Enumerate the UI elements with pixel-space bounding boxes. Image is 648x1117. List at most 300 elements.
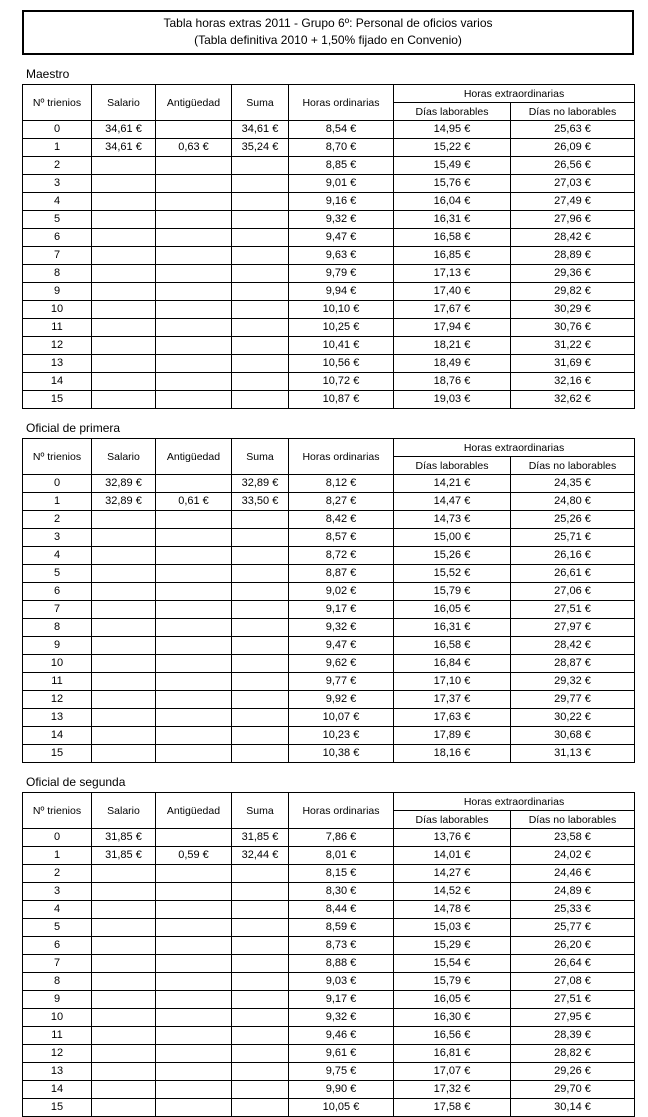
table-row xyxy=(23,937,635,955)
table-cell: 2 xyxy=(23,511,92,529)
table-cell: 9,47 € xyxy=(289,637,394,655)
table-cell xyxy=(156,655,232,673)
table-cell xyxy=(156,193,232,211)
table-cell: 17,10 € xyxy=(394,673,511,691)
table-cell xyxy=(92,265,156,283)
table-cell: 6 xyxy=(23,937,92,955)
table-cell: 27,08 € xyxy=(511,973,635,991)
table-cell xyxy=(232,709,289,727)
table-cell: 29,36 € xyxy=(511,265,635,283)
table-cell xyxy=(92,175,156,193)
table-cell: 10,56 € xyxy=(289,355,394,373)
table-cell: 13 xyxy=(23,1063,92,1081)
table-cell: 0 xyxy=(23,475,92,493)
table-row xyxy=(23,139,635,157)
table-cell: 9,90 € xyxy=(289,1081,394,1099)
table-row xyxy=(23,829,635,847)
table-cell: 0,59 € xyxy=(156,847,232,865)
table-row xyxy=(23,883,635,901)
col-header-dias-laborables: Días laborables xyxy=(394,103,511,121)
table-cell xyxy=(156,829,232,847)
table-cell: 13,76 € xyxy=(394,829,511,847)
col-header-horas-ordinarias: Horas ordinarias xyxy=(289,439,394,475)
table-cell xyxy=(232,619,289,637)
table-cell xyxy=(232,1063,289,1081)
table-row xyxy=(23,211,635,229)
document-title-box xyxy=(22,10,634,55)
table-cell: 27,95 € xyxy=(511,1009,635,1027)
table-cell: 10 xyxy=(23,655,92,673)
table-cell: 7 xyxy=(23,601,92,619)
table-cell xyxy=(232,265,289,283)
table-cell xyxy=(156,547,232,565)
table-cell: 10,38 € xyxy=(289,745,394,763)
table-cell xyxy=(92,211,156,229)
table-cell: 26,20 € xyxy=(511,937,635,955)
table-cell: 1 xyxy=(23,493,92,511)
table-cell: 14,78 € xyxy=(394,901,511,919)
section-title: Oficial de primera xyxy=(26,421,121,435)
table-cell: 26,64 € xyxy=(511,955,635,973)
table-row xyxy=(23,373,635,391)
table-cell: 8,88 € xyxy=(289,955,394,973)
table-cell: 17,07 € xyxy=(394,1063,511,1081)
table-row xyxy=(23,1063,635,1081)
table-row xyxy=(23,691,635,709)
table-cell xyxy=(232,355,289,373)
table-row xyxy=(23,337,635,355)
table-cell: 9,61 € xyxy=(289,1045,394,1063)
table-cell xyxy=(232,919,289,937)
table-row xyxy=(23,355,635,373)
table-cell: 9,17 € xyxy=(289,991,394,1009)
table-cell: 15,29 € xyxy=(394,937,511,955)
table-cell xyxy=(232,601,289,619)
table-cell: 10,41 € xyxy=(289,337,394,355)
table-cell: 15,22 € xyxy=(394,139,511,157)
section-oficial-segunda xyxy=(0,775,648,1117)
table-cell: 8,57 € xyxy=(289,529,394,547)
table-cell: 9 xyxy=(23,637,92,655)
table-row xyxy=(23,565,635,583)
table-cell xyxy=(156,883,232,901)
col-header-horas-extraordinarias: Horas extraordinarias xyxy=(394,439,635,457)
table-cell xyxy=(156,229,232,247)
table-cell: 9,02 € xyxy=(289,583,394,601)
table-cell: 29,32 € xyxy=(511,673,635,691)
table-cell xyxy=(232,229,289,247)
table-cell xyxy=(232,973,289,991)
table-cell xyxy=(232,1045,289,1063)
table-cell xyxy=(92,583,156,601)
table-cell: 27,51 € xyxy=(511,601,635,619)
table-cell: 16,58 € xyxy=(394,229,511,247)
table-cell: 24,46 € xyxy=(511,865,635,883)
table-cell: 0 xyxy=(23,121,92,139)
table-cell: 5 xyxy=(23,565,92,583)
table-cell: 2 xyxy=(23,865,92,883)
table-cell: 18,49 € xyxy=(394,355,511,373)
table-row xyxy=(23,637,635,655)
table-cell: 32,16 € xyxy=(511,373,635,391)
table-cell: 29,82 € xyxy=(511,283,635,301)
table-cell: 27,97 € xyxy=(511,619,635,637)
table-cell: 33,50 € xyxy=(232,493,289,511)
table-cell xyxy=(92,1081,156,1099)
table-cell xyxy=(92,229,156,247)
table-cell: 9,16 € xyxy=(289,193,394,211)
table-cell xyxy=(232,1027,289,1045)
table-cell: 10,07 € xyxy=(289,709,394,727)
table-cell xyxy=(156,1009,232,1027)
table-cell xyxy=(92,301,156,319)
header-row xyxy=(23,85,635,103)
col-header-salario: Salario xyxy=(92,793,156,829)
table-row xyxy=(23,493,635,511)
table-cell: 18,76 € xyxy=(394,373,511,391)
table-cell: 10 xyxy=(23,1009,92,1027)
table-cell xyxy=(232,637,289,655)
table-cell: 32,89 € xyxy=(92,493,156,511)
table-row xyxy=(23,583,635,601)
table-cell: 9,63 € xyxy=(289,247,394,265)
table-cell: 26,56 € xyxy=(511,157,635,175)
salary-table-maestro xyxy=(22,84,635,409)
col-header-suma: Suma xyxy=(232,85,289,121)
table-cell: 15,79 € xyxy=(394,973,511,991)
table-cell xyxy=(156,391,232,409)
table-cell: 17,89 € xyxy=(394,727,511,745)
table-row xyxy=(23,265,635,283)
table-cell: 8 xyxy=(23,973,92,991)
table-cell xyxy=(156,157,232,175)
table-cell: 10 xyxy=(23,301,92,319)
table-cell xyxy=(232,673,289,691)
table-cell: 14,27 € xyxy=(394,865,511,883)
table-cell: 34,61 € xyxy=(92,139,156,157)
table-row xyxy=(23,1045,635,1063)
table-cell: 27,51 € xyxy=(511,991,635,1009)
table-cell xyxy=(92,637,156,655)
table-cell xyxy=(232,211,289,229)
table-cell: 28,82 € xyxy=(511,1045,635,1063)
table-cell xyxy=(156,937,232,955)
table-cell: 14,95 € xyxy=(394,121,511,139)
table-cell: 14 xyxy=(23,1081,92,1099)
table-cell: 29,70 € xyxy=(511,1081,635,1099)
table-cell: 9,32 € xyxy=(289,619,394,637)
table-cell xyxy=(92,745,156,763)
document-title-line1: Tabla horas extras 2011 - Grupo 6º: Personal de oficios varios xyxy=(163,16,493,30)
col-header-horas-ordinarias: Horas ordinarias xyxy=(289,85,394,121)
table-cell: 1 xyxy=(23,139,92,157)
table-cell: 17,32 € xyxy=(394,1081,511,1099)
table-cell: 8,30 € xyxy=(289,883,394,901)
table-cell xyxy=(92,193,156,211)
table-cell: 9,77 € xyxy=(289,673,394,691)
table-cell xyxy=(92,529,156,547)
col-header-trienios: Nº trienios xyxy=(23,793,92,829)
table-cell: 14,47 € xyxy=(394,493,511,511)
col-header-dias-no-laborables: Días no laborables xyxy=(511,103,635,121)
table-cell xyxy=(156,973,232,991)
table-cell xyxy=(232,157,289,175)
table-row xyxy=(23,1027,635,1045)
table-cell xyxy=(156,583,232,601)
col-header-antiguedad: Antigüedad xyxy=(156,793,232,829)
table-cell xyxy=(156,301,232,319)
table-cell: 5 xyxy=(23,211,92,229)
table-row xyxy=(23,1009,635,1027)
table-cell: 14,01 € xyxy=(394,847,511,865)
col-header-suma: Suma xyxy=(232,439,289,475)
table-cell xyxy=(156,265,232,283)
table-cell: 31,22 € xyxy=(511,337,635,355)
table-cell: 27,96 € xyxy=(511,211,635,229)
table-cell: 16,31 € xyxy=(394,211,511,229)
table-cell: 14 xyxy=(23,727,92,745)
table-cell: 15 xyxy=(23,745,92,763)
table-row xyxy=(23,511,635,529)
table-cell: 17,13 € xyxy=(394,265,511,283)
table-cell: 15,26 € xyxy=(394,547,511,565)
table-cell: 34,61 € xyxy=(232,121,289,139)
table-cell xyxy=(92,565,156,583)
table-cell xyxy=(232,1081,289,1099)
table-cell: 30,22 € xyxy=(511,709,635,727)
table-cell xyxy=(156,475,232,493)
table-cell: 28,39 € xyxy=(511,1027,635,1045)
table-cell xyxy=(92,937,156,955)
table-cell: 14,21 € xyxy=(394,475,511,493)
table-cell xyxy=(232,193,289,211)
table-cell xyxy=(156,865,232,883)
table-row xyxy=(23,229,635,247)
table-cell: 16,81 € xyxy=(394,1045,511,1063)
table-cell xyxy=(92,883,156,901)
col-header-salario: Salario xyxy=(92,439,156,475)
table-cell: 0,63 € xyxy=(156,139,232,157)
table-cell xyxy=(156,373,232,391)
table-cell: 30,14 € xyxy=(511,1099,635,1117)
table-cell xyxy=(92,673,156,691)
table-cell xyxy=(92,1099,156,1117)
table-cell: 0,61 € xyxy=(156,493,232,511)
table-cell: 9,03 € xyxy=(289,973,394,991)
table-cell: 30,29 € xyxy=(511,301,635,319)
table-cell: 17,58 € xyxy=(394,1099,511,1117)
table-cell xyxy=(92,601,156,619)
table-cell: 8,70 € xyxy=(289,139,394,157)
table-cell xyxy=(232,511,289,529)
table-cell: 13 xyxy=(23,355,92,373)
table-cell: 26,09 € xyxy=(511,139,635,157)
table-cell xyxy=(156,319,232,337)
col-header-dias-laborables: Días laborables xyxy=(394,457,511,475)
table-cell: 13 xyxy=(23,709,92,727)
table-cell xyxy=(232,283,289,301)
table-cell: 9,01 € xyxy=(289,175,394,193)
table-cell: 26,61 € xyxy=(511,565,635,583)
table-cell: 12 xyxy=(23,691,92,709)
table-cell xyxy=(156,1063,232,1081)
table-row xyxy=(23,1099,635,1117)
table-cell: 14 xyxy=(23,373,92,391)
table-cell: 15,52 € xyxy=(394,565,511,583)
table-cell xyxy=(92,355,156,373)
table-cell: 10,87 € xyxy=(289,391,394,409)
table-cell: 7 xyxy=(23,955,92,973)
table-cell xyxy=(92,901,156,919)
table-row xyxy=(23,175,635,193)
table-cell xyxy=(92,727,156,745)
table-cell xyxy=(232,955,289,973)
table-cell xyxy=(92,655,156,673)
table-cell: 32,89 € xyxy=(232,475,289,493)
col-header-horas-extraordinarias: Horas extraordinarias xyxy=(394,85,635,103)
table-cell: 15,49 € xyxy=(394,157,511,175)
table-cell xyxy=(92,391,156,409)
table-cell: 10,05 € xyxy=(289,1099,394,1117)
table-cell xyxy=(156,211,232,229)
table-cell xyxy=(232,727,289,745)
table-cell xyxy=(92,991,156,1009)
col-header-trienios: Nº trienios xyxy=(23,85,92,121)
table-cell xyxy=(156,601,232,619)
table-cell xyxy=(92,283,156,301)
table-cell: 28,89 € xyxy=(511,247,635,265)
table-cell xyxy=(92,919,156,937)
col-header-dias-no-laborables: Días no laborables xyxy=(511,457,635,475)
col-header-dias-laborables: Días laborables xyxy=(394,811,511,829)
document-page xyxy=(0,10,648,1113)
table-cell: 12 xyxy=(23,1045,92,1063)
table-cell xyxy=(232,301,289,319)
table-cell: 9,32 € xyxy=(289,211,394,229)
table-cell: 16,05 € xyxy=(394,601,511,619)
table-cell: 16,30 € xyxy=(394,1009,511,1027)
table-row xyxy=(23,727,635,745)
table-cell: 29,26 € xyxy=(511,1063,635,1081)
table-cell: 8,12 € xyxy=(289,475,394,493)
table-cell xyxy=(156,337,232,355)
table-cell: 31,85 € xyxy=(92,847,156,865)
table-cell: 31,69 € xyxy=(511,355,635,373)
table-cell xyxy=(232,373,289,391)
table-cell xyxy=(92,619,156,637)
table-cell: 16,84 € xyxy=(394,655,511,673)
table-cell xyxy=(232,529,289,547)
table-cell: 32,89 € xyxy=(92,475,156,493)
table-cell: 28,87 € xyxy=(511,655,635,673)
table-cell xyxy=(92,511,156,529)
table-cell xyxy=(156,283,232,301)
document-title-line2: (Tabla definitiva 2010 + 1,50% fijado en Convenio) xyxy=(194,33,462,47)
table-cell xyxy=(232,247,289,265)
table-cell xyxy=(232,337,289,355)
table-cell: 15 xyxy=(23,1099,92,1117)
table-cell xyxy=(92,247,156,265)
table-cell xyxy=(232,691,289,709)
table-row xyxy=(23,991,635,1009)
table-cell: 8,44 € xyxy=(289,901,394,919)
table-cell: 2 xyxy=(23,157,92,175)
table-cell: 4 xyxy=(23,547,92,565)
table-cell xyxy=(156,745,232,763)
table-cell xyxy=(156,919,232,937)
table-cell: 25,77 € xyxy=(511,919,635,937)
table-row xyxy=(23,919,635,937)
table-cell: 24,80 € xyxy=(511,493,635,511)
salary-table-oficial-primera xyxy=(22,438,635,763)
table-cell: 7 xyxy=(23,247,92,265)
table-cell: 16,04 € xyxy=(394,193,511,211)
table-cell xyxy=(156,355,232,373)
header-row xyxy=(23,439,635,457)
table-cell: 17,37 € xyxy=(394,691,511,709)
table-cell: 30,68 € xyxy=(511,727,635,745)
table-cell: 32,62 € xyxy=(511,391,635,409)
table-cell xyxy=(92,157,156,175)
table-cell xyxy=(232,565,289,583)
table-cell: 32,44 € xyxy=(232,847,289,865)
table-cell xyxy=(92,1045,156,1063)
table-cell xyxy=(156,955,232,973)
table-row xyxy=(23,847,635,865)
table-cell: 8,59 € xyxy=(289,919,394,937)
table-cell: 15,79 € xyxy=(394,583,511,601)
table-cell xyxy=(232,991,289,1009)
table-row xyxy=(23,973,635,991)
table-cell xyxy=(232,883,289,901)
table-cell: 9,46 € xyxy=(289,1027,394,1045)
salary-table-oficial-segunda xyxy=(22,792,635,1117)
table-cell xyxy=(92,1009,156,1027)
table-cell: 16,58 € xyxy=(394,637,511,655)
table-cell: 30,76 € xyxy=(511,319,635,337)
table-cell xyxy=(156,175,232,193)
table-cell: 28,42 € xyxy=(511,637,635,655)
table-cell: 8,54 € xyxy=(289,121,394,139)
table-cell xyxy=(232,865,289,883)
table-cell: 14,52 € xyxy=(394,883,511,901)
table-cell: 8,15 € xyxy=(289,865,394,883)
table-cell: 24,35 € xyxy=(511,475,635,493)
table-cell: 8,42 € xyxy=(289,511,394,529)
table-cell: 15,54 € xyxy=(394,955,511,973)
table-cell xyxy=(92,547,156,565)
table-cell: 9,17 € xyxy=(289,601,394,619)
table-cell: 18,21 € xyxy=(394,337,511,355)
table-cell: 9,79 € xyxy=(289,265,394,283)
table-row xyxy=(23,1081,635,1099)
table-cell xyxy=(156,1027,232,1045)
table-cell xyxy=(156,1045,232,1063)
table-cell xyxy=(232,391,289,409)
table-cell xyxy=(156,619,232,637)
table-cell xyxy=(92,337,156,355)
table-cell: 9,32 € xyxy=(289,1009,394,1027)
col-header-horas-ordinarias: Horas ordinarias xyxy=(289,793,394,829)
table-cell: 11 xyxy=(23,319,92,337)
table-cell: 16,85 € xyxy=(394,247,511,265)
table-cell xyxy=(232,745,289,763)
table-cell: 8 xyxy=(23,619,92,637)
table-cell: 17,40 € xyxy=(394,283,511,301)
table-cell xyxy=(92,691,156,709)
table-cell xyxy=(92,865,156,883)
table-cell: 3 xyxy=(23,529,92,547)
